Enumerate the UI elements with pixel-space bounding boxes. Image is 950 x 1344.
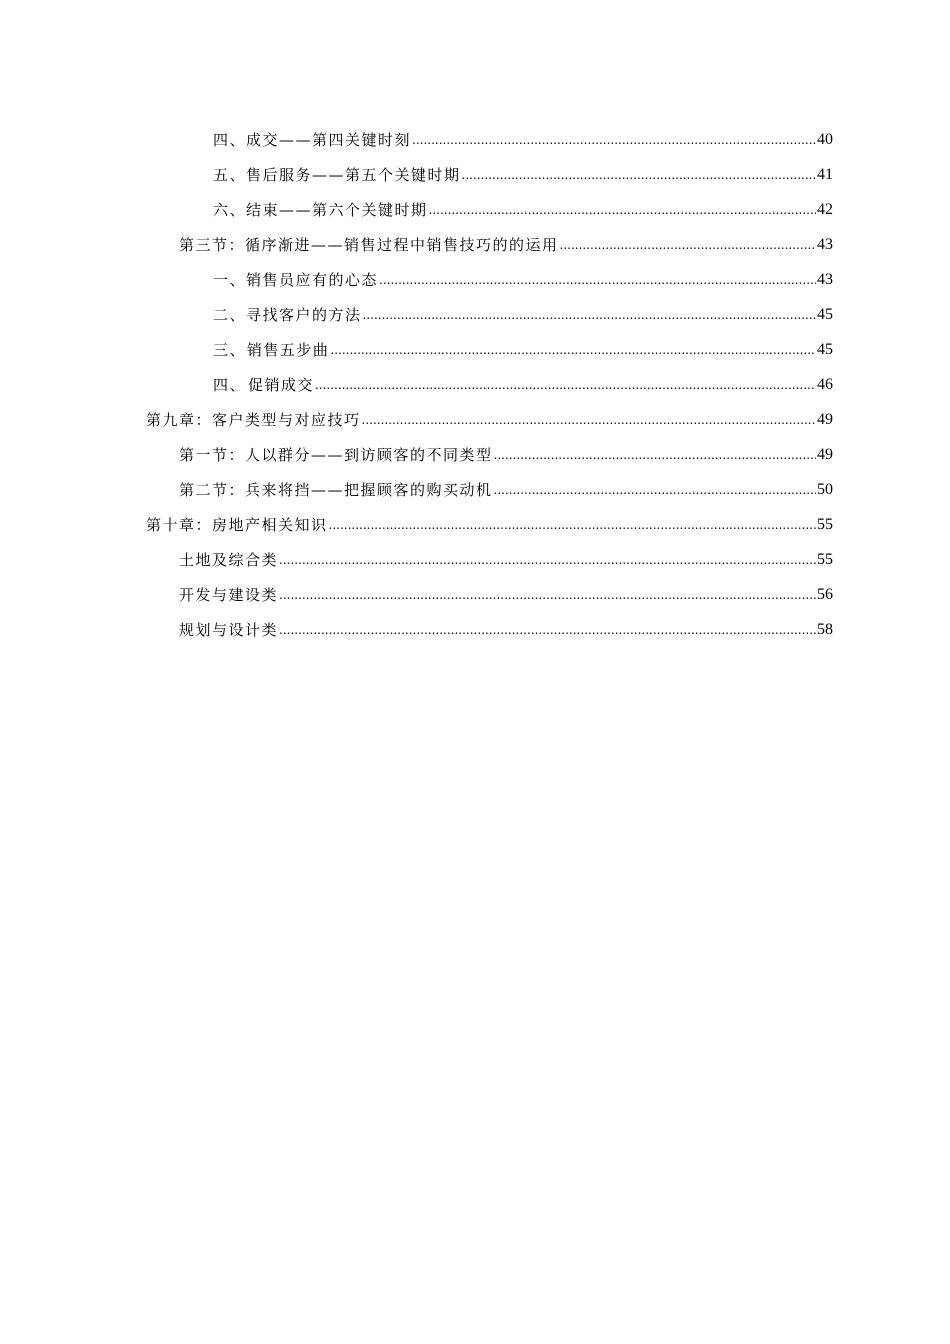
toc-entry[interactable] — [0, 402, 950, 437]
toc-entry-title: 结束——第六个关键时期 — [246, 201, 428, 219]
toc-entry-number: 一、 — [213, 271, 247, 289]
toc-entry[interactable] — [0, 367, 950, 402]
table-of-contents — [0, 122, 950, 647]
toc-entry-page: 49 — [817, 445, 833, 463]
toc-entry-number: 六、 — [213, 201, 247, 219]
toc-entry-page: 58 — [817, 620, 833, 638]
toc-entry-title: 销售员应有的心态 — [246, 271, 379, 289]
toc-entry-page: 45 — [817, 340, 833, 358]
toc-entry[interactable] — [0, 192, 950, 227]
toc-entry-title: 销售五步曲 — [246, 341, 330, 359]
toc-dot-leader — [379, 273, 816, 297]
toc-entry-page: 49 — [817, 410, 833, 428]
toc-entry[interactable] — [0, 577, 950, 612]
toc-dot-leader — [560, 238, 816, 262]
toc-entry-page: 42 — [817, 200, 833, 218]
toc-dot-leader — [412, 133, 816, 157]
toc-entry-title: 第九章：客户类型与对应技巧 — [146, 411, 361, 429]
toc-dot-leader — [363, 308, 816, 332]
toc-entry-title: 第三节：循序渐进——销售过程中销售技巧的的运用 — [179, 236, 559, 254]
toc-entry[interactable] — [0, 332, 950, 367]
toc-entry-page: 40 — [817, 130, 833, 148]
toc-entry-page: 55 — [817, 550, 833, 568]
toc-dot-leader — [494, 483, 816, 507]
toc-entry-number: 四、 — [213, 131, 247, 149]
toc-entry[interactable] — [0, 227, 950, 262]
toc-entry-title: 土地及综合类 — [179, 551, 279, 569]
toc-entry[interactable] — [0, 122, 950, 157]
toc-entry[interactable] — [0, 297, 950, 332]
toc-entry-title: 第十章：房地产相关知识 — [146, 516, 328, 534]
toc-dot-leader — [462, 168, 816, 192]
toc-entry-number: 四、 — [213, 376, 247, 394]
toc-entry-page: 50 — [817, 480, 833, 498]
toc-dot-leader — [494, 448, 816, 472]
toc-entry-title: 规划与设计类 — [179, 621, 279, 639]
toc-entry-title: 第二节：兵来将挡——把握顾客的购买动机 — [179, 481, 493, 499]
toc-entry-number: 二、 — [213, 306, 247, 324]
toc-entry-number: 三、 — [213, 341, 247, 359]
toc-entry-page: 56 — [817, 585, 833, 603]
toc-entry[interactable] — [0, 157, 950, 192]
toc-dot-leader — [315, 378, 816, 402]
toc-entry-page: 46 — [817, 375, 833, 393]
toc-entry-title: 促销成交 — [247, 376, 314, 394]
toc-entry[interactable] — [0, 437, 950, 472]
toc-dot-leader — [362, 413, 816, 437]
toc-entry-page: 43 — [817, 270, 833, 288]
toc-entry-number: 五、 — [213, 166, 247, 184]
toc-entry[interactable] — [0, 542, 950, 577]
toc-dot-leader — [329, 518, 816, 542]
toc-dot-leader — [429, 203, 816, 227]
toc-entry-page: 41 — [817, 165, 833, 183]
toc-dot-leader — [330, 343, 816, 367]
toc-entry[interactable] — [0, 612, 950, 647]
toc-entry-title: 售后服务——第五个关键时期 — [246, 166, 461, 184]
toc-entry-title: 寻找客户的方法 — [246, 306, 362, 324]
toc-entry-page: 55 — [817, 515, 833, 533]
toc-entry[interactable] — [0, 507, 950, 542]
toc-entry[interactable] — [0, 472, 950, 507]
toc-entry[interactable] — [0, 262, 950, 297]
toc-dot-leader — [279, 623, 816, 647]
toc-dot-leader — [279, 553, 816, 577]
toc-entry-page: 45 — [817, 305, 833, 323]
toc-dot-leader — [279, 588, 816, 612]
toc-entry-title: 第一节：人以群分——到访顾客的不同类型 — [179, 446, 493, 464]
toc-entry-title: 成交——第四关键时刻 — [246, 131, 412, 149]
toc-entry-title: 开发与建设类 — [179, 586, 279, 604]
toc-entry-page: 43 — [817, 235, 833, 253]
